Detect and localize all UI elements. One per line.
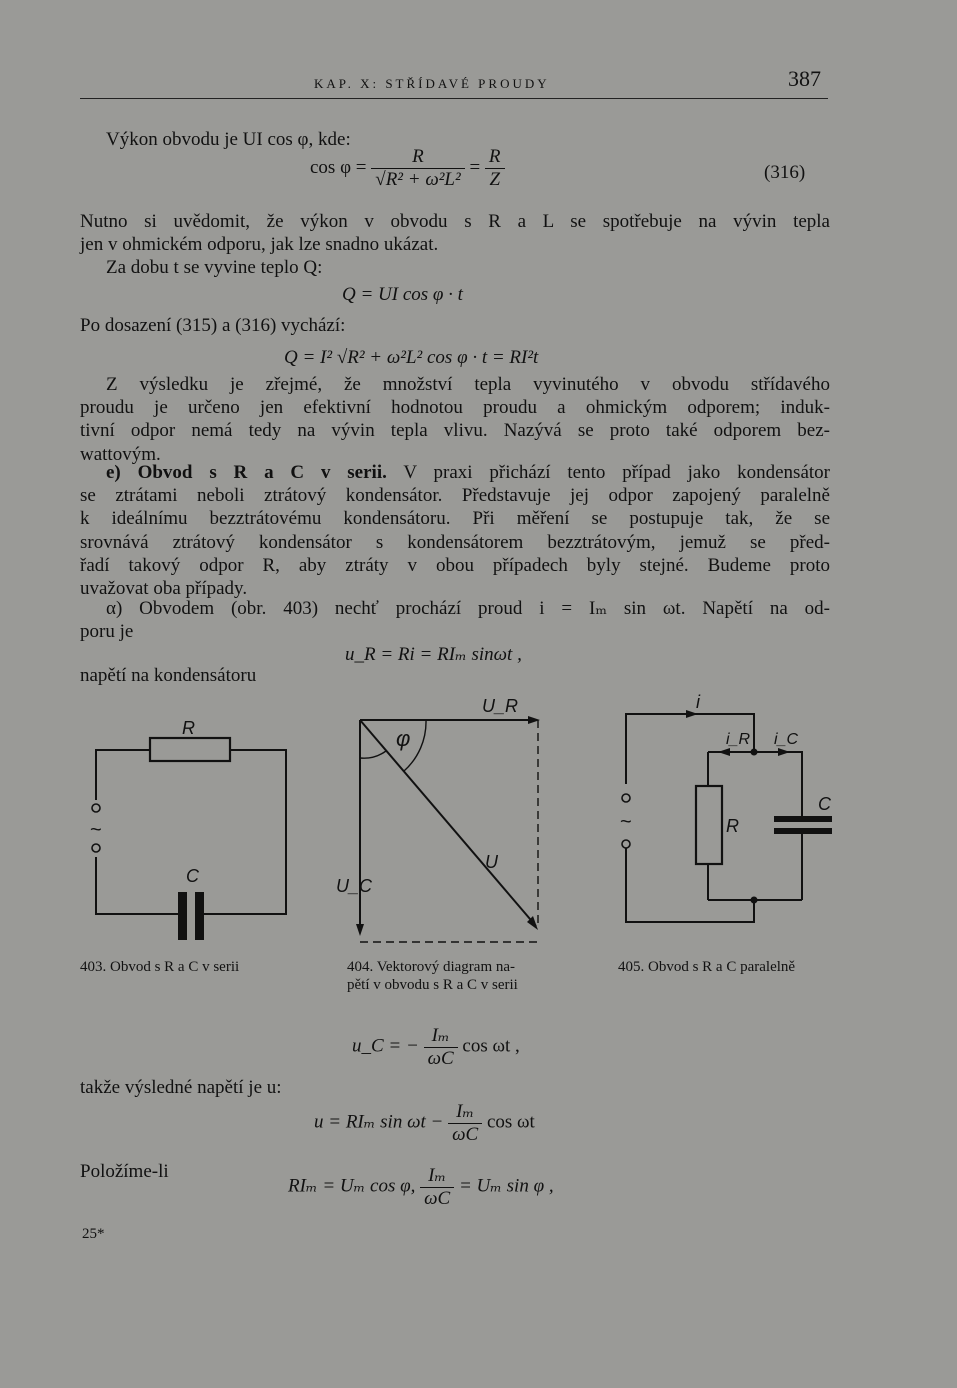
label-i: i xyxy=(696,694,700,712)
ac-source-icon: ~ xyxy=(90,819,102,841)
ac-source-icon: ~ xyxy=(620,811,632,833)
equation-uc: u_C = − $\frac{\text{Iₘ}}{\omega C}$ cos ωt , xyxy=(352,1025,520,1069)
figure-404-vector-diagram xyxy=(330,692,560,952)
label-r: R xyxy=(182,718,195,738)
header-rule xyxy=(80,98,828,99)
paragraph-conclusion: Z výsledku je zřejmé, že množství tepla vyvinutého v obvodu střídavého proudu je určeno jen efektivní hodnotou proudu a ohmickým odporem; induk- tivní odpor nemá tedy na vývin tepla vlivu. Nazývá se proto také odporem bez- wattovým. xyxy=(80,374,830,465)
signature-mark: 25* xyxy=(82,1226,105,1242)
caption-405: 405. Obvod s R a C paralelně xyxy=(618,959,796,975)
label-u: U xyxy=(485,852,498,872)
equation-316: cos φ = $\frac{R}{\text{√R² + ω²L²}}$ = $\frac{R}{Z}$ xyxy=(310,146,505,191)
paragraph-alpha: α) Obvodem (obr. 403) nechť prochází proud i = Iₘ sin ωt. Napětí na od- poru je xyxy=(80,598,830,643)
label-c: C xyxy=(818,794,831,814)
label-ur: U_R xyxy=(482,696,519,716)
running-title: KAP. X: STŘÍDAVÉ PROUDY xyxy=(314,76,550,91)
label-ir: i_R xyxy=(726,731,751,748)
label-uc: U_C xyxy=(336,876,373,896)
equation-316-label: (316) xyxy=(764,162,806,183)
equation-ur: u_R = Ri = RIₘ sinωt , xyxy=(345,644,522,665)
paragraph-power: Výkon obvodu je UI cos φ, kde: xyxy=(106,129,351,150)
paragraph-setting: Položíme-li xyxy=(80,1161,169,1182)
figure-405-parallel-rc xyxy=(612,694,847,932)
label-r: R xyxy=(726,816,739,836)
equation-substitution: RIₘ = Uₘ cos φ, $\frac{\text{Iₘ}}{\omega C}$ = Uₘ sin φ , xyxy=(288,1165,554,1209)
paragraph-resultant-voltage: takže výsledné napětí je u: xyxy=(80,1077,282,1098)
label-c: C xyxy=(186,866,199,886)
figure-403-series-rc xyxy=(80,712,330,948)
caption-403: 403. Obvod s R a C v serii xyxy=(80,959,240,975)
page-number: 387 xyxy=(788,66,821,91)
section-heading: e) Obvod s R a C v serii. xyxy=(106,462,387,483)
equation-heat-q: Q = UI cos φ · t xyxy=(342,284,463,305)
equation-heat-result: Q = I² √R² + ω²L² cos φ · t = RI²t xyxy=(284,347,539,368)
paragraph-note: Nutno si uvědomit, že výkon v obvodu s R a L se spotřebuje na vývin tepla jen v ohmickém odporu, jak lze snadno ukázat. Za dobu t se vyvine teplo Q: xyxy=(80,211,830,279)
paragraph-substitution: Po dosazení (315) a (316) vychází: xyxy=(80,315,346,336)
equation-u: u = RIₘ sin ωt − $\frac{\text{Iₘ}}{\omega C}$ cos ωt xyxy=(314,1101,535,1145)
label-phi: φ xyxy=(396,726,411,751)
paragraph-rc-series: e) Obvod s R a C v serii. V praxi přichází tento případ jako kondensátor se ztrátami neboli ztrátový kondensátor. Představuje jej odpor zapojený paralelně k ideálnímu bezztrátovému kondensátoru. Při měření se postupuje tak, že se srovnává ztrátový kondensátor s kondensátorem bezztrátovým, jemuž se před- řadí takový odpor R, aby ztráty v obou případech byly stejné. Budeme proto uvažovat oba případy. xyxy=(80,462,830,600)
caption-404: 404. Vektorový diagram na- pětí v obvodu s R a C v serii xyxy=(347,959,518,993)
paragraph-capacitor-voltage: napětí na kondensátoru xyxy=(80,665,257,686)
label-ic: i_C xyxy=(774,731,799,748)
